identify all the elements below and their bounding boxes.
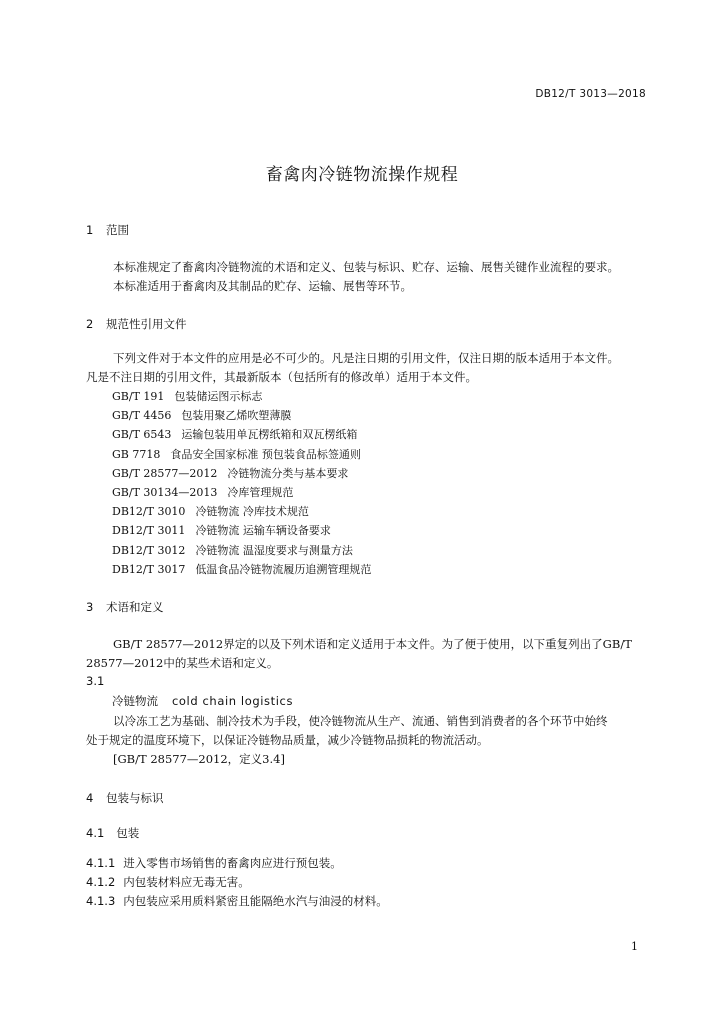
reference-item [112, 502, 371, 521]
reference-item [112, 445, 371, 464]
term-name-en: cold chain logistics [172, 694, 294, 708]
normative-reference-list [112, 387, 371, 579]
term-definition-line-1: 以冷冻工艺为基础、制冷技术为手段，使冷链物流从生产、流通、销售到消费者的各个环节中始终 [113, 714, 608, 728]
reference-item [112, 464, 371, 483]
subsection-number: 4.1 [86, 826, 105, 840]
reference-title: 包装用聚乙烯吹塑薄膜 [181, 409, 292, 423]
clause-text: 进入零售市场销售的畜禽肉应进行预包装。 [123, 856, 342, 870]
reference-title: 包装储运图示标志 [174, 390, 263, 403]
reference-code: GB/T 30134—2013 [112, 486, 218, 500]
term-definition-line-2: 处于规定的温度环境下，以保证冷链物品质量，减少冷链物品损耗的物流活动。 [86, 733, 489, 747]
section-1-para-1: 本标准规定了畜禽肉冷链物流的术语和定义、包装与标识、贮存、运输、展售关键作业流程的要求。 [113, 260, 619, 274]
reference-item [112, 425, 371, 444]
section-title: 术语和定义 [106, 600, 164, 614]
reference-code: GB/T 6543 [112, 428, 172, 442]
term-number: 3.1 [86, 674, 105, 688]
clause-text: 内包装应采用质料紧密且能隔绝水汽与油浸的材料。 [123, 894, 388, 908]
reference-code: DB12/T 3012 [112, 543, 186, 557]
standard-code: DB12/T 3013—2018 [535, 88, 646, 100]
document-title: 畜禽肉冷链物流操作规程 [265, 165, 459, 185]
clause-item [86, 893, 388, 909]
reference-code: GB/T 4456 [112, 409, 172, 423]
section-3-para-line-1: GB/T 28577—2012界定的以及下列术语和定义适用于本文件。为了便于使用，以下重复列出了GB/T [113, 637, 632, 651]
reference-title: 食品安全国家标准 预包装食品标签通则 [170, 447, 361, 461]
clause-number: 4.1.3 [86, 894, 116, 908]
section-number: 3 [86, 600, 94, 614]
reference-item [112, 560, 371, 579]
section-title: 包装与标识 [106, 791, 164, 805]
subsection-4-1-heading [86, 825, 139, 841]
reference-code: DB12/T 3010 [112, 505, 186, 519]
reference-item [112, 406, 371, 425]
section-2-heading [86, 316, 187, 332]
reference-title: 冷链物流 冷库技术规范 [195, 505, 309, 519]
reference-code: GB/T 191 [112, 390, 165, 403]
section-4-heading [86, 790, 164, 806]
section-1-para-2: 本标准适用于畜禽肉及其制品的贮存、运输、展售等环节。 [113, 279, 412, 293]
reference-code: GB 7718 [112, 447, 161, 461]
clause-item [86, 855, 342, 871]
section-2-para-line-1: 下列文件对于本文件的应用是必不可少的。凡是注日期的引用文件，仅注日期的版本适用于本文件。 [113, 351, 619, 365]
reference-item [112, 387, 371, 406]
term-source: [GB/T 28577—2012，定义3.4] [113, 752, 285, 766]
reference-item [112, 541, 371, 560]
reference-item [112, 483, 371, 502]
reference-code: DB12/T 3011 [112, 524, 186, 538]
section-1-heading [86, 222, 129, 238]
reference-title: 冷链物流 运输车辆设备要求 [195, 524, 331, 538]
clause-item [86, 874, 250, 890]
reference-title: 冷链物流分类与基本要求 [227, 466, 349, 480]
section-number: 2 [86, 317, 94, 331]
section-number: 1 [86, 223, 94, 237]
clause-text: 内包装材料应无毒无害。 [123, 875, 250, 889]
reference-title: 低温食品冷链物流履历追溯管理规范 [195, 562, 372, 576]
reference-title: 冷库管理规范 [227, 486, 294, 500]
reference-title: 冷链物流 温湿度要求与测量方法 [195, 543, 353, 557]
section-2-para-line-2: 凡是不注日期的引用文件，其最新版本（包括所有的修改单）适用于本文件。 [86, 370, 477, 384]
clause-number: 4.1.1 [86, 856, 116, 870]
term-heading [112, 693, 293, 709]
section-3-heading [86, 599, 164, 615]
subsection-title: 包装 [116, 826, 140, 840]
section-number: 4 [86, 791, 94, 805]
clause-number: 4.1.2 [86, 875, 116, 889]
reference-item [112, 521, 371, 540]
section-title: 规范性引用文件 [106, 317, 187, 331]
reference-code: DB12/T 3017 [112, 562, 186, 576]
reference-code: GB/T 28577—2012 [112, 466, 218, 480]
reference-title: 运输包装用单瓦楞纸箱和双瓦楞纸箱 [181, 428, 358, 442]
section-3-para-line-2: 28577—2012中的某些术语和定义。 [86, 656, 279, 670]
section-title: 范围 [106, 223, 129, 237]
term-name-cn: 冷链物流 [112, 694, 158, 708]
page-number: 1 [631, 940, 638, 953]
